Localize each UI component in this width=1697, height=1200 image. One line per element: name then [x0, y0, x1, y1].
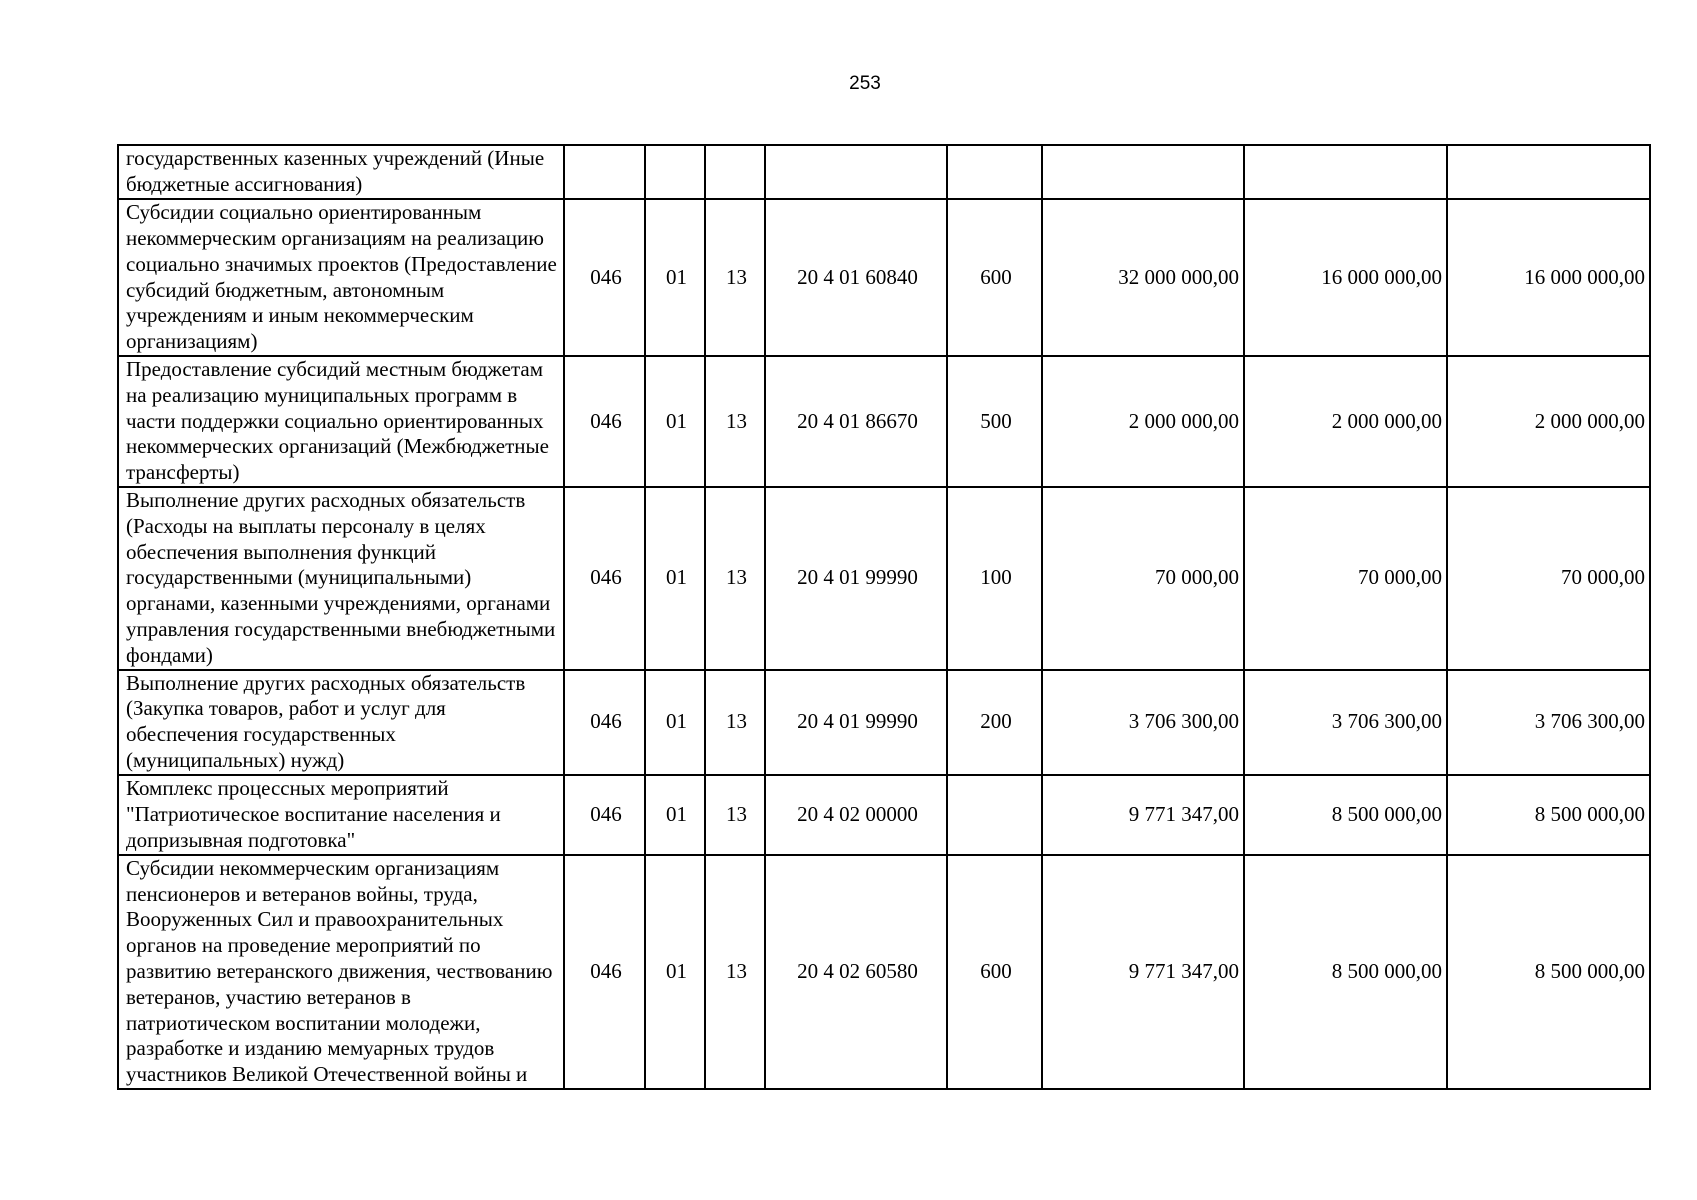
section-code-cell: 01 [645, 487, 705, 670]
target-article-cell: 20 4 02 00000 [765, 775, 947, 855]
ministry-code-cell: 046 [564, 670, 645, 775]
amount-year-3-cell: 16 000 000,00 [1447, 199, 1650, 356]
amount-year-2-cell: 3 706 300,00 [1244, 670, 1447, 775]
ministry-code-cell: 046 [564, 356, 645, 487]
amount-year-1-cell [1042, 145, 1244, 199]
target-article-cell: 20 4 01 99990 [765, 670, 947, 775]
amount-year-2-cell: 8 500 000,00 [1244, 855, 1447, 1089]
amount-year-2-cell [1244, 145, 1447, 199]
amount-year-2-cell: 70 000,00 [1244, 487, 1447, 670]
subsection-code-cell: 13 [705, 775, 765, 855]
target-article-cell: 20 4 01 99990 [765, 487, 947, 670]
ministry-code-cell [564, 145, 645, 199]
expense-name-cell: Предоставление субсидий местным бюджетам на реализацию муниципальных программ в части поддержки социально ориентированных некоммерческих организаций (Межбюджетные трансферты) [118, 356, 564, 487]
section-code-cell [645, 145, 705, 199]
expense-type-cell [947, 775, 1042, 855]
target-article-cell: 20 4 02 60580 [765, 855, 947, 1089]
expense-type-cell [947, 145, 1042, 199]
target-article-cell: 20 4 01 86670 [765, 356, 947, 487]
expense-type-cell: 100 [947, 487, 1042, 670]
amount-year-1-cell: 32 000 000,00 [1042, 199, 1244, 356]
target-article-cell [765, 145, 947, 199]
section-code-cell: 01 [645, 775, 705, 855]
expense-type-cell: 200 [947, 670, 1042, 775]
subsection-code-cell: 13 [705, 487, 765, 670]
ministry-code-cell: 046 [564, 775, 645, 855]
ministry-code-cell: 046 [564, 487, 645, 670]
amount-year-3-cell: 70 000,00 [1447, 487, 1650, 670]
amount-year-1-cell: 2 000 000,00 [1042, 356, 1244, 487]
section-code-cell: 01 [645, 356, 705, 487]
expense-name-cell: государственных казенных учреждений (Иные бюджетные ассигнования) [118, 145, 564, 199]
expense-type-cell: 500 [947, 356, 1042, 487]
page-number: 253 [849, 73, 881, 94]
expense-name-cell: Выполнение других расходных обязательств (Закупка товаров, работ и услуг для обеспечения государственных (муниципальных) нужд) [118, 670, 564, 775]
table-row [118, 145, 1650, 199]
ministry-code-cell: 046 [564, 199, 645, 356]
amount-year-3-cell: 8 500 000,00 [1447, 855, 1650, 1089]
section-code-cell: 01 [645, 199, 705, 356]
expense-name-cell: Выполнение других расходных обязательств (Расходы на выплаты персоналу в целях обеспечения выполнения функций государственными (муниципальными) органами, казенными учреждениями, органами управления государственными внебюджетными фондами) [118, 487, 564, 670]
expense-name-cell: Субсидии некоммерческим организациям пенсионеров и ветеранов войны, труда, Вооруженных Сил и правоохранительных органов на проведение мероприятий по развитию ветеранского движения, чествованию ветеранов, участию ветеранов в патриотическом воспитании молодежи, разработке и изданию мемуарных трудов участников Великой Отечественной войны и [118, 855, 564, 1089]
amount-year-1-cell: 70 000,00 [1042, 487, 1244, 670]
table-row [118, 199, 1650, 356]
subsection-code-cell: 13 [705, 356, 765, 487]
table-row [118, 670, 1650, 775]
subsection-code-cell: 13 [705, 855, 765, 1089]
table-row [118, 356, 1650, 487]
expense-type-cell: 600 [947, 199, 1042, 356]
table-row [118, 855, 1650, 1089]
expense-type-cell: 600 [947, 855, 1042, 1089]
amount-year-3-cell [1447, 145, 1650, 199]
amount-year-2-cell: 8 500 000,00 [1244, 775, 1447, 855]
ministry-code-cell: 046 [564, 855, 645, 1089]
section-code-cell: 01 [645, 855, 705, 1089]
amount-year-1-cell: 3 706 300,00 [1042, 670, 1244, 775]
amount-year-3-cell: 2 000 000,00 [1447, 356, 1650, 487]
subsection-code-cell [705, 145, 765, 199]
expense-name-cell: Субсидии социально ориентированным некоммерческим организациям на реализацию социально значимых проектов (Предоставление субсидий бюджетным, автономным учреждениям и иным некоммерческим организациям) [118, 199, 564, 356]
section-code-cell: 01 [645, 670, 705, 775]
amount-year-3-cell: 3 706 300,00 [1447, 670, 1650, 775]
amount-year-2-cell: 16 000 000,00 [1244, 199, 1447, 356]
table-row [118, 487, 1650, 670]
amount-year-1-cell: 9 771 347,00 [1042, 775, 1244, 855]
expense-name-cell: Комплекс процессных мероприятий "Патриотическое воспитание населения и допризывная подготовка" [118, 775, 564, 855]
subsection-code-cell: 13 [705, 670, 765, 775]
budget-table-body [118, 145, 1650, 1089]
subsection-code-cell: 13 [705, 199, 765, 356]
table-row [118, 775, 1650, 855]
target-article-cell: 20 4 01 60840 [765, 199, 947, 356]
amount-year-2-cell: 2 000 000,00 [1244, 356, 1447, 487]
amount-year-3-cell: 8 500 000,00 [1447, 775, 1650, 855]
amount-year-1-cell: 9 771 347,00 [1042, 855, 1244, 1089]
budget-table [117, 144, 1651, 1090]
